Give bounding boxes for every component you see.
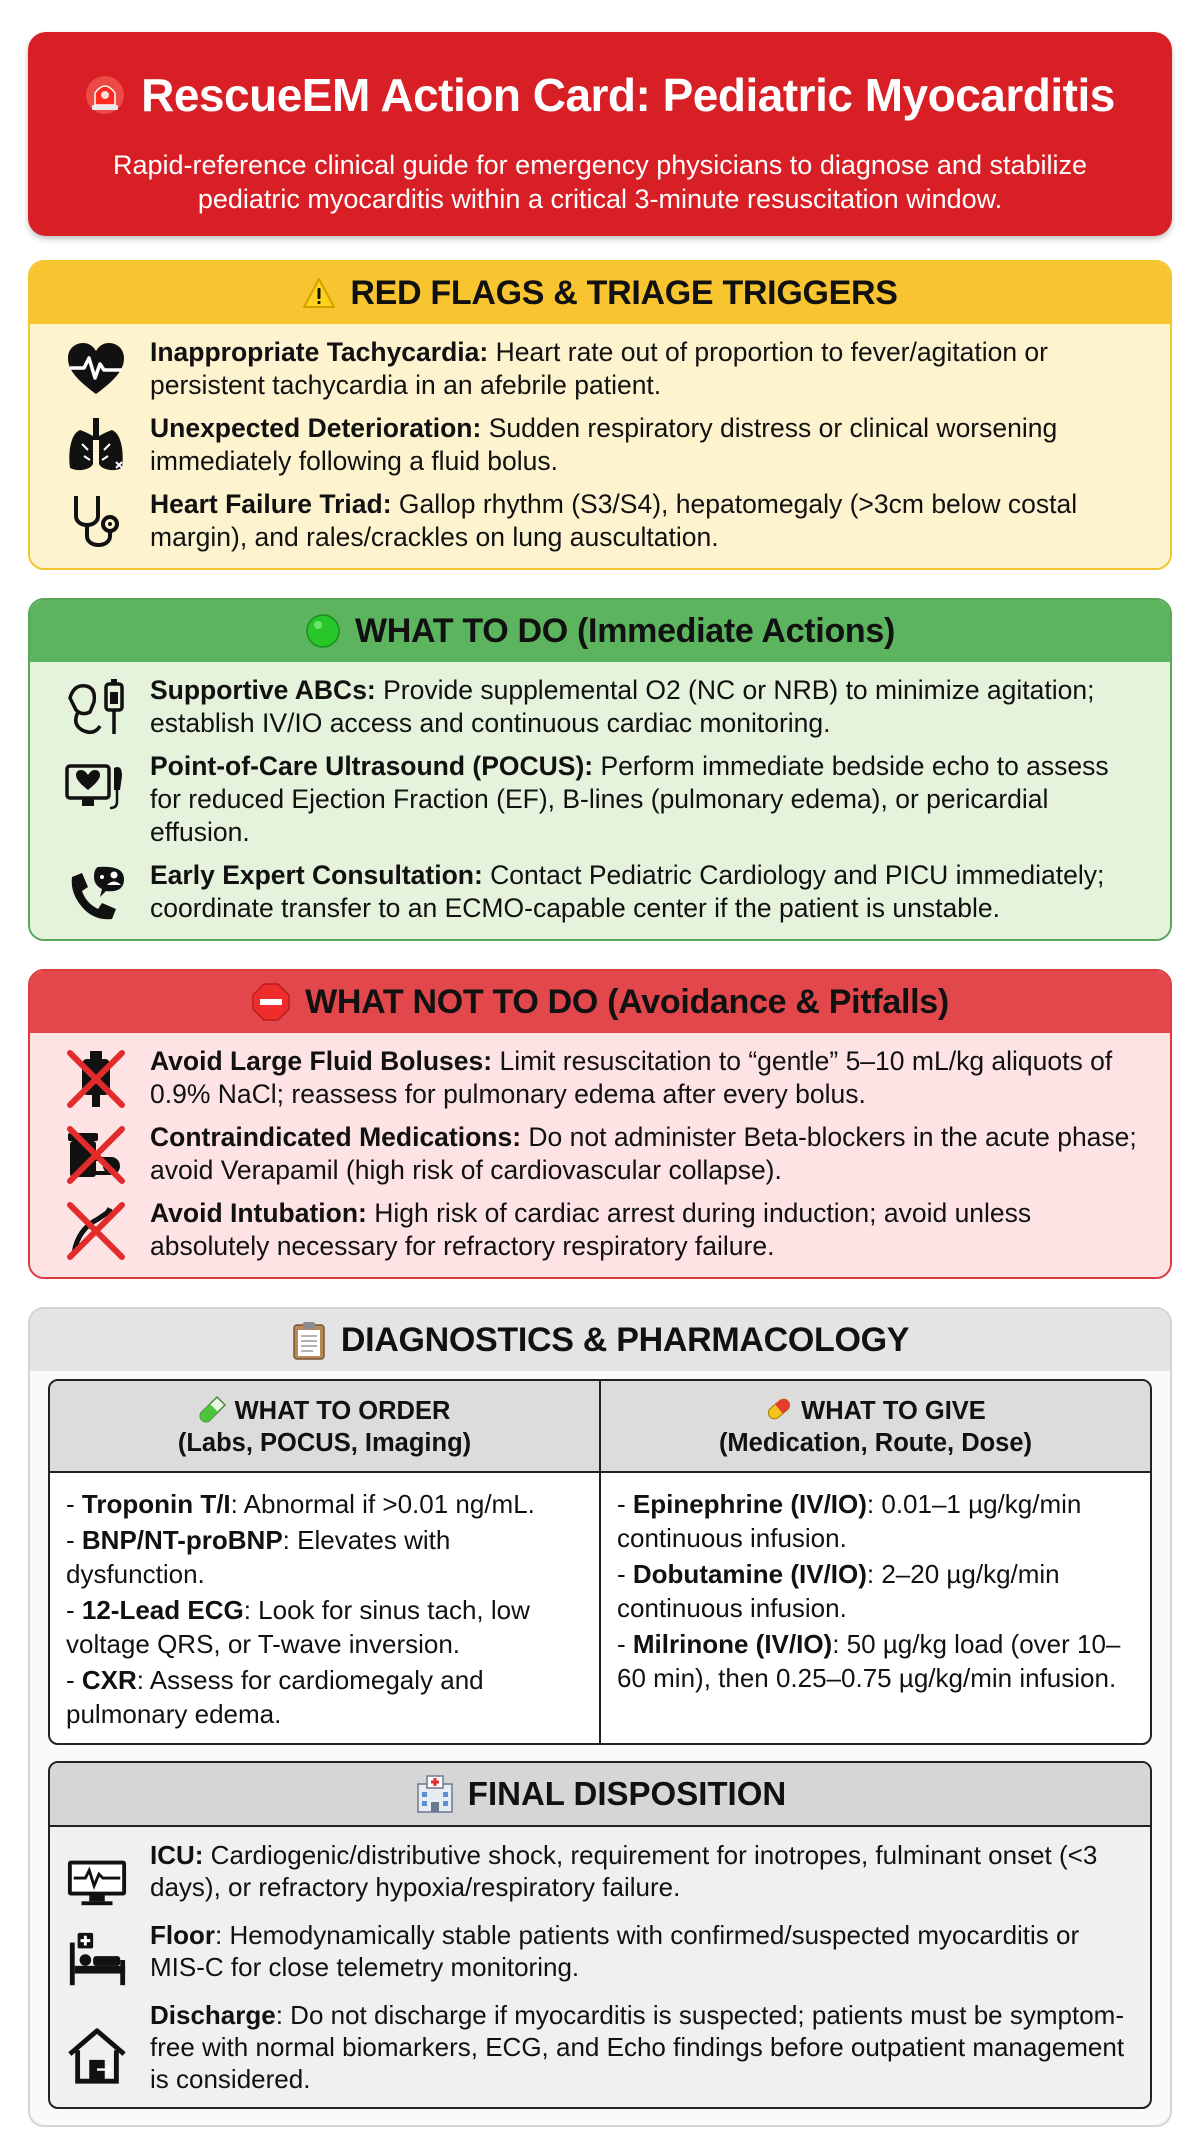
stop-sign-icon xyxy=(251,982,291,1022)
what-to-give-subheading: (Medication, Route, Dose) xyxy=(718,1429,1033,1457)
list-item: Contraindicated Medications: Do not administer Beta-blockers in the acute phase; avoid Verapamil (high risk of cardiovascular collapse). xyxy=(64,1121,1146,1187)
diagnostics-table xyxy=(48,1379,1152,1745)
no-intubation-icon xyxy=(64,1199,128,1263)
list-item: Heart Failure Triad: Gallop rhythm (S3/S4), hepatomegaly (>3cm below costal margin), and rales/crackles on lung auscultation. xyxy=(64,488,1146,554)
clipboard-icon xyxy=(291,1320,327,1360)
table-row: - Troponin T/I: Abnormal if >0.01 ng/mL. xyxy=(66,1489,535,1519)
final-disposition-title: FINAL DISPOSITION xyxy=(467,1775,787,1812)
test-tube-icon xyxy=(199,1395,227,1423)
list-item: Point-of-Care Ultrasound (POCUS): Perform immediate bedside echo to assess for reduced Ejection Fraction (EF), B-lines (pulmonary edema), or pericardial effusion. xyxy=(64,750,1146,849)
table-row: - Dobutamine (IV/IO): 2–20 µg/kg/min continuous infusion. xyxy=(617,1559,1060,1623)
list-item: ICU: Cardiogenic/distributive shock, requirement for inotropes, fulminant onset (<3 days), or refractory hypoxia/respiratory failure. xyxy=(66,1839,1132,1911)
page-title: RescueEM Action Card: Pediatric Myocarditis xyxy=(141,69,1115,121)
what-to-do-header xyxy=(30,600,1170,662)
what-not-to-do-header xyxy=(30,971,1170,1033)
diagnostics-section xyxy=(28,1307,1172,2127)
list-item: Inappropriate Tachycardia: Heart rate out of proportion to fever/agitation or persistent tachycardia in an afebrile patient. xyxy=(64,336,1146,402)
phone-consult-icon xyxy=(64,861,128,925)
header-banner xyxy=(28,32,1172,236)
list-item: Discharge: Do not discharge if myocarditis is suspected; patients must be symptom-free with normal biomarkers, ECG, and Echo findings before outpatient management is considered. xyxy=(66,1999,1132,2095)
what-to-do-section xyxy=(28,598,1172,941)
list-item: Unexpected Deterioration: Sudden respiratory distress or clinical worsening immediately following a fluid bolus. xyxy=(64,412,1146,478)
warning-icon xyxy=(302,277,336,309)
list-item: Avoid Intubation: High risk of cardiac arrest during induction; avoid unless absolutely necessary for refractory respiratory failure. xyxy=(64,1197,1146,1263)
table-row: - 12-Lead ECG: Look for sinus tach, low voltage QRS, or T-wave inversion. xyxy=(66,1595,530,1659)
heart-pulse-icon xyxy=(64,338,128,402)
what-to-give-column xyxy=(599,1381,1150,1743)
icu-monitor-icon xyxy=(66,1849,128,1911)
what-to-order-heading: WHAT TO ORDER xyxy=(234,1397,451,1425)
table-row: - Milrinone (IV/IO): 50 µg/kg load (over 10–60 min), then 0.25–0.75 µg/kg/min infusion. xyxy=(617,1629,1121,1693)
what-to-give-heading: WHAT TO GIVE xyxy=(801,1397,986,1425)
list-item: Floor: Hemodynamically stable patients with confirmed/suspected myocarditis or MIS-C for close telemetry monitoring. xyxy=(66,1919,1132,1991)
home-discharge-icon xyxy=(66,2025,128,2087)
table-row: - Epinephrine (IV/IO): 0.01–1 µg/kg/min continuous infusion. xyxy=(617,1489,1082,1553)
green-circle-icon xyxy=(305,613,341,649)
pill-icon xyxy=(765,1395,793,1423)
what-to-do-title: WHAT TO DO (Immediate Actions) xyxy=(354,611,896,650)
diagnostics-title: DIAGNOSTICS & PHARMACOLOGY xyxy=(340,1320,910,1359)
what-to-order-subheading: (Labs, POCUS, Imaging) xyxy=(177,1429,472,1457)
page-subtitle: Rapid-reference clinical guide for emergency physicians to diagnose and stabilize pediatric myocarditis within a critical 3-minute resuscitation window. xyxy=(112,150,1088,214)
list-item: Avoid Large Fluid Boluses: Limit resuscitation to “gentle” 5–10 mL/kg aliquots of 0.9% NaCl; reassess for pulmonary edema after every bolus. xyxy=(64,1045,1146,1111)
diagnostics-header xyxy=(30,1309,1170,1371)
red-flags-section xyxy=(28,260,1172,570)
what-not-to-do-section xyxy=(28,969,1172,1279)
red-flags-header xyxy=(30,262,1170,324)
lungs-icon xyxy=(64,414,128,478)
table-row: - CXR: Assess for cardiomegaly and pulmonary edema. xyxy=(66,1665,484,1729)
siren-icon xyxy=(85,75,125,115)
hospital-bed-icon xyxy=(66,1929,128,1991)
list-item: Early Expert Consultation: Contact Pediatric Cardiology and PICU immediately; coordinate transfer to an ECMO-capable center if the patient is unstable. xyxy=(64,859,1146,925)
no-fluid-bag-icon xyxy=(64,1047,128,1111)
what-to-order-column xyxy=(50,1381,599,1743)
list-item: Supportive ABCs: Provide supplemental O2 (NC or NRB) to minimize agitation; establish IV/IO access and continuous cardiac monitoring. xyxy=(64,674,1146,740)
oxygen-iv-icon xyxy=(64,676,128,740)
ultrasound-monitor-icon xyxy=(64,752,128,816)
stethoscope-icon xyxy=(64,490,128,554)
no-medication-icon xyxy=(64,1123,128,1187)
red-flags-title: RED FLAGS & TRIAGE TRIGGERS xyxy=(350,273,898,312)
what-not-to-do-title: WHAT NOT TO DO (Avoidance & Pitfalls) xyxy=(305,982,949,1021)
table-row: - BNP/NT-proBNP: Elevates with dysfunction. xyxy=(66,1525,451,1589)
final-disposition-panel xyxy=(48,1761,1152,2109)
hospital-icon xyxy=(414,1774,456,1814)
